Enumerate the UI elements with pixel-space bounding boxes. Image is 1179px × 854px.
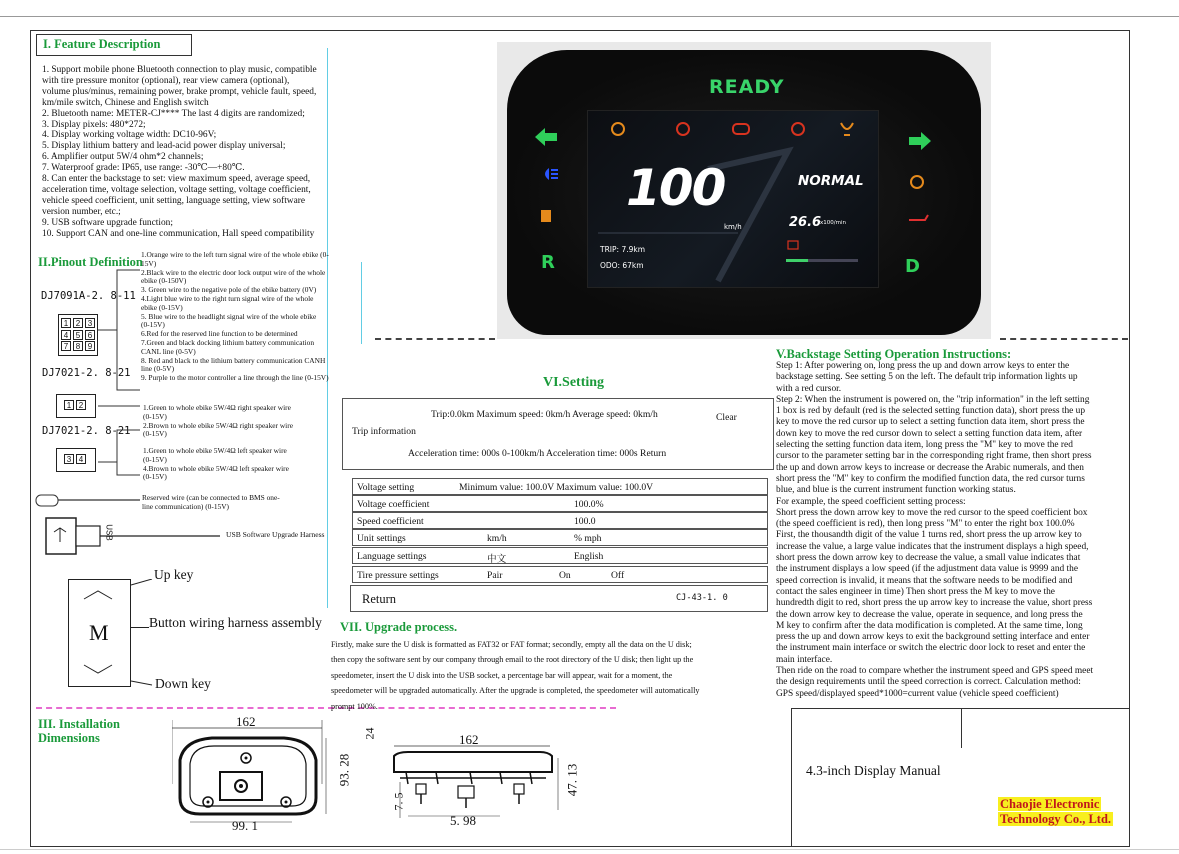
connector-pin: 5 xyxy=(73,330,83,340)
usb-harness-label: USB Software Upgrade Harness xyxy=(226,530,325,539)
install-heading: III. Installation xyxy=(38,717,120,731)
right-turn-icon xyxy=(909,132,931,150)
connector-1-label: DJ7091A-2. 8-11 xyxy=(41,290,136,302)
title-block-divider xyxy=(961,708,962,748)
wire-description: 5. Blue wire to the headlight signal wire of the whole ebike xyxy=(141,311,317,321)
setting-label: Voltage setting xyxy=(357,482,415,493)
up-key-label: Up key xyxy=(154,567,194,582)
setting-value: Off xyxy=(611,570,625,581)
setting-row[interactable] xyxy=(352,566,768,583)
connector-3-wires xyxy=(143,447,343,482)
wire-description: (0-15V) xyxy=(143,454,167,464)
backstage-line: short press the "M" key to confirm the modified function data, the red cursor turns xyxy=(776,473,1085,484)
dashboard-screen xyxy=(587,110,879,288)
wire-description: 15V) xyxy=(141,258,157,268)
backstage-line: hundredth digit to red, short press the up arrow key to increase the value, short press xyxy=(776,598,1093,609)
feature-item: with tire pressure monitor (optional), rear view camera (optional), xyxy=(42,75,290,86)
connector-1-wires xyxy=(141,251,369,383)
setting-value: % mph xyxy=(574,533,602,544)
backstage-line: First, the thousandth digit of the value 1 turns red, short press the up arrow key to xyxy=(776,530,1082,541)
dim-75: 7. 5 xyxy=(391,792,406,811)
wire-description: 4.Light blue wire to the right turn signal wire of the whole xyxy=(141,293,314,303)
wire-description: 7.Green and black docking lithium battery communication xyxy=(141,337,315,347)
setting-value: English xyxy=(574,551,604,562)
left-turn-icon xyxy=(535,128,557,146)
setting-value: On xyxy=(559,570,571,581)
setting-value: 100.0 xyxy=(574,516,596,527)
backstage-line: short press the down arrow key to decrease the value, a small value indicates that xyxy=(776,553,1081,564)
upgrade-line: then copy the software sent by our company through email to the root directory of the U disk; then light up the xyxy=(331,655,694,665)
backstage-heading: V.Backstage Setting Operation Instructions: xyxy=(776,347,1012,361)
company-name-2: Technology Co., Ltd. xyxy=(1000,812,1112,826)
connector-pin: 3 xyxy=(85,318,95,328)
fuel-icon xyxy=(539,206,555,224)
dim-24: 24 xyxy=(362,727,377,740)
feature-item: 7. Waterproof grade: IP65, use range: -30℃—+80℃. xyxy=(42,163,245,174)
power-unit: x100/min xyxy=(820,220,846,226)
setting-value: 中文 xyxy=(487,554,507,565)
connector-pin: 4 xyxy=(76,454,86,464)
setting-value: 100.0% xyxy=(574,499,604,510)
connector-pin: 2 xyxy=(73,318,83,328)
feature-item: volume plus/minus, remaining power, brake prompt, vehicle fault, speed, xyxy=(42,86,317,97)
warning-circle-icon xyxy=(907,174,927,190)
oil-icon xyxy=(907,210,929,224)
setting-value: Minimum value: 100.0V Maximum value: 100.0V xyxy=(459,482,654,493)
setting-label: Language settings xyxy=(357,551,427,562)
reserved-wire-text: Reserved wire (can be connected to BMS one- xyxy=(142,493,280,502)
backstage-line: 1 box is red by default (red is the selected setting function data), short press the up xyxy=(776,406,1086,417)
feature-item: 10. Support CAN and one-line communication, Hall speed compatibility xyxy=(42,228,315,239)
setting-row[interactable] xyxy=(352,495,768,512)
connector-2-label: DJ7021-2. 8-21 xyxy=(42,367,131,379)
feature-item: 5. Display lithium battery and lead-acid power display universal; xyxy=(42,141,286,152)
backstage-line: Step 2: When the instrument is powered on, the "trip information" in the left setting xyxy=(776,394,1090,405)
setting-row[interactable] xyxy=(352,547,768,564)
wire-description: 3. Green wire to the negative pole of the ebike battery (0V) xyxy=(141,285,317,295)
document-title: 4.3-inch Display Manual xyxy=(806,763,941,778)
backstage-line: (the speed coefficient is red), then long press "M" to enter the right box 100.0% xyxy=(776,519,1075,530)
company-name-1: Chaojie Electronic xyxy=(1000,797,1100,811)
backstage-line: the design requirements until the speed correction is correct. Calculation method: xyxy=(776,677,1081,688)
connector-pin: 3 xyxy=(64,454,74,464)
wire-description: ebike (0-15V) xyxy=(141,302,183,312)
power-readout: 26.6 xyxy=(789,215,822,230)
connector-pin: 2 xyxy=(76,400,86,410)
dim-height-side: 47. 13 xyxy=(564,763,580,797)
upgrade-text xyxy=(331,637,771,714)
backstage-line: key to move the red cursor up to select a setting function data item, short press the xyxy=(776,417,1085,428)
connector-3 xyxy=(56,448,96,472)
connector-pin: 1 xyxy=(61,318,71,328)
gear-r-indicator: R xyxy=(541,252,555,273)
feature-list xyxy=(42,65,342,240)
headlight-icon xyxy=(539,166,559,182)
dim-bottom-front: 99. 1 xyxy=(232,818,258,833)
wire-description: (0-15V) xyxy=(143,411,167,421)
setting-label: Tire pressure settings xyxy=(357,570,439,581)
setting-row[interactable] xyxy=(352,478,768,495)
wire-description: 2.Black wire to the electric door lock output wire of the whole xyxy=(141,267,326,277)
feature-item: 6. Amplifier output 5W/4 ohm*2 channels; xyxy=(42,152,204,163)
harness-leader xyxy=(131,627,149,628)
divider xyxy=(1000,338,1128,340)
connector-2 xyxy=(56,394,96,418)
connector-pin: 7 xyxy=(61,341,71,351)
upgrade-heading: VII. Upgrade process. xyxy=(340,620,458,634)
backstage-line: GPS speed/displayed speed*1000=current value (vehicle speed coefficient) xyxy=(776,688,1059,699)
dim-598: 5. 98 xyxy=(450,813,476,828)
backstage-line: Then ride on the road to compare whether the instrument speed and GPS speed meet xyxy=(776,666,1094,677)
odo-readout: ODO: 67km xyxy=(600,261,644,270)
feature-item: km/mile switch, Chinese and English switch xyxy=(42,97,209,108)
feature-item: 2. Bluetooth name: METER-CJ**** The last 4 digits are randomized; xyxy=(42,108,305,119)
backstage-line: down key to move the red cursor down to select a setting function data item, after xyxy=(776,428,1083,439)
backstage-line: M key to confirm after the data modification is completed. At the same time, long xyxy=(776,620,1083,631)
backstage-line: cursor to the parameter setting bar in the corresponding right frame, then short press xyxy=(776,451,1092,462)
connector-pin: 8 xyxy=(73,341,83,351)
wire-description: 8. Red and black to the lithium battery communication CANH xyxy=(141,355,326,365)
setting-value: km/h xyxy=(487,533,507,544)
backstage-line: For example, the speed coefficient setting process: xyxy=(776,496,966,507)
upgrade-line: Firstly, make sure the U disk is formatted as FAT32 or FAT format; secondly, empty all the data on the U disk; xyxy=(331,640,692,649)
feature-item: 4. Display working voltage width: DC10-96V; xyxy=(42,130,217,141)
button-harness-label: Button wiring harness assembly xyxy=(149,615,322,630)
wire-leader-lines xyxy=(95,260,143,490)
pinout-heading: II.Pinout Definition xyxy=(38,255,143,269)
top-rule xyxy=(0,16,1179,17)
divider xyxy=(375,338,495,340)
backstage-line: with a red cursor. xyxy=(776,383,842,394)
dim-height-front: 93. 28 xyxy=(336,753,352,787)
backstage-line: blue, and blue is the current instrument function working status. xyxy=(776,485,1016,496)
bottom-rule xyxy=(0,849,1179,850)
upgrade-line: speedometer will be upgraded automatically. After the upgrade is completed, the speedometer will automatically xyxy=(331,686,700,696)
feature-item: 9. USB software upgrade function; xyxy=(42,217,173,228)
upgrade-line: prompt 100%. xyxy=(331,701,378,711)
setting-code: CJ-43-1. 0 xyxy=(676,593,728,603)
connector-pin: 4 xyxy=(61,330,71,340)
speed-readout: 100 xyxy=(626,159,725,217)
dashboard-photo xyxy=(497,42,991,339)
backstage-line: contact the sales engineer in time) Then short press the M key to move the xyxy=(776,586,1055,597)
m-key: M xyxy=(89,620,109,645)
down-key-label: Down key xyxy=(155,676,211,691)
connector-2-wires xyxy=(143,404,343,439)
backstage-line: the instrument displays a low speed (if the adjustment data value is 9999 and the xyxy=(776,564,1079,575)
backstage-line: backstage setting. See setting 5 on the left. The default trip information lights up xyxy=(776,372,1078,383)
feature-item: 1. Support mobile phone Bluetooth connection to play music, compatible xyxy=(42,65,317,75)
feature-item: acceleration time, voltage selection, voltage setting, voltage coefficient, xyxy=(42,184,311,195)
backstage-line: main interface. xyxy=(776,654,833,665)
wire-description: 4.Brown to whole ebike 5W/4Ω left speaker wire xyxy=(143,463,289,473)
backstage-line: Step 1: After powering on, long press the up and down arrow keys to enter the xyxy=(776,361,1070,371)
backstage-line: Short press the down arrow key to move the red cursor to the speed coefficient box xyxy=(776,507,1088,518)
wire-description: line (0-5V) xyxy=(141,364,175,374)
wire-description: (0-15V) xyxy=(141,320,165,330)
feature-item: 8. Can enter the backstage to set: view maximum speed, average speed, xyxy=(42,174,311,185)
connector-pin: 9 xyxy=(85,341,95,351)
wire-description: ebike (0-150V) xyxy=(141,276,187,286)
backstage-text xyxy=(776,361,1128,700)
wire-description: 1.Orange wire to the left turn signal wire of the whole ebike (0- xyxy=(141,250,329,259)
reserved-wire-label xyxy=(142,494,332,512)
setting-value: Pair xyxy=(487,570,503,581)
trip-line: Trip:0.0km Maximum speed: 0km/h Average speed: 0km/h xyxy=(431,409,658,420)
feature-item: vehicle speed coefficient, unit setting, language setting, view software xyxy=(42,195,306,206)
wire-description: (0-15V) xyxy=(143,429,167,439)
reserved-wire-text: line communication) (0-15V) xyxy=(142,501,230,511)
install-heading-2: Dimensions xyxy=(38,731,100,745)
backstage-line: speed correction is invalid, it means that the software needs to be modified and xyxy=(776,575,1073,586)
ready-indicator: READY xyxy=(709,76,785,98)
backstage-line: press the up and down arrow keys to exit the background setting interface and enter xyxy=(776,632,1090,643)
backstage-line: the down arrow key to decrease the value, operate in sequence, and long press the xyxy=(776,609,1083,620)
trip-readout: TRIP: 7.9km xyxy=(600,245,646,254)
setting-label: Unit settings xyxy=(357,533,406,544)
accel-line: Acceleration time: 000s 0-100km/h Acceleration time: 000s Return xyxy=(408,448,667,459)
trip-info-label: Trip information xyxy=(352,426,416,437)
usb-label: USB xyxy=(104,524,114,541)
return-button[interactable]: Return xyxy=(362,592,397,606)
clear-button[interactable]: Clear xyxy=(716,412,737,423)
gear-d-indicator: D xyxy=(905,256,920,277)
connector-pin: 6 xyxy=(85,330,95,340)
wire-description: 9. Purple to the motor controller a line through the line (0-15V) xyxy=(141,373,329,383)
wire-description: CANL line (0-5V) xyxy=(141,346,196,356)
speed-unit: km/h xyxy=(724,223,742,231)
feature-item: version number, etc.; xyxy=(42,206,121,217)
mode-readout: NORMAL xyxy=(798,173,864,189)
usb-harness xyxy=(44,516,224,556)
wire-description: (0-15V) xyxy=(143,472,167,482)
wire-description: 1.Green to whole ebike 5W/4Ω left speaker wire xyxy=(143,446,287,455)
backstage-line: selecting the setting function data item, long press the "M" key to move the red xyxy=(776,440,1073,451)
setting-label: Voltage coefficient xyxy=(357,499,430,510)
wire-description: 6.Red for the reserved line function to be determined xyxy=(141,329,298,339)
button-key-arrows xyxy=(68,579,158,689)
dim-width-front: 162 xyxy=(236,714,256,729)
reserved-wire xyxy=(34,490,144,512)
backstage-line: the instrument main interface or switch the electric door lock to reset and enter the xyxy=(776,643,1086,654)
setting-row[interactable] xyxy=(352,529,768,546)
connector-1 xyxy=(58,314,98,356)
wire-description: 2.Brown to whole ebike 5W/4Ω right speaker wire xyxy=(143,420,293,430)
connector-3-label: DJ7021-2. 8-21 xyxy=(42,425,131,437)
backstage-line: the up and down arrow keys to increase or decrease the Arabic numerals, and then xyxy=(776,462,1084,473)
setting-heading: VI.Setting xyxy=(543,375,605,390)
connector-pin: 1 xyxy=(64,400,74,410)
dim-width-side: 162 xyxy=(459,732,479,747)
feature-heading: I. Feature Description xyxy=(36,34,192,56)
wire-description: 1.Green to whole ebike 5W/4Ω right speaker wire xyxy=(143,403,291,412)
setting-label: Speed coefficient xyxy=(357,516,424,527)
feature-item: 3. Display pixels: 480*272; xyxy=(42,119,146,130)
upgrade-line: speedometer, insert the U disk into the USB socket, a percentage bar will appear, wait for a moment, the xyxy=(331,670,673,680)
setting-row[interactable] xyxy=(352,512,768,529)
backstage-line: increase the value, a large value indicates that the instrument displays a high speed, xyxy=(776,541,1089,552)
